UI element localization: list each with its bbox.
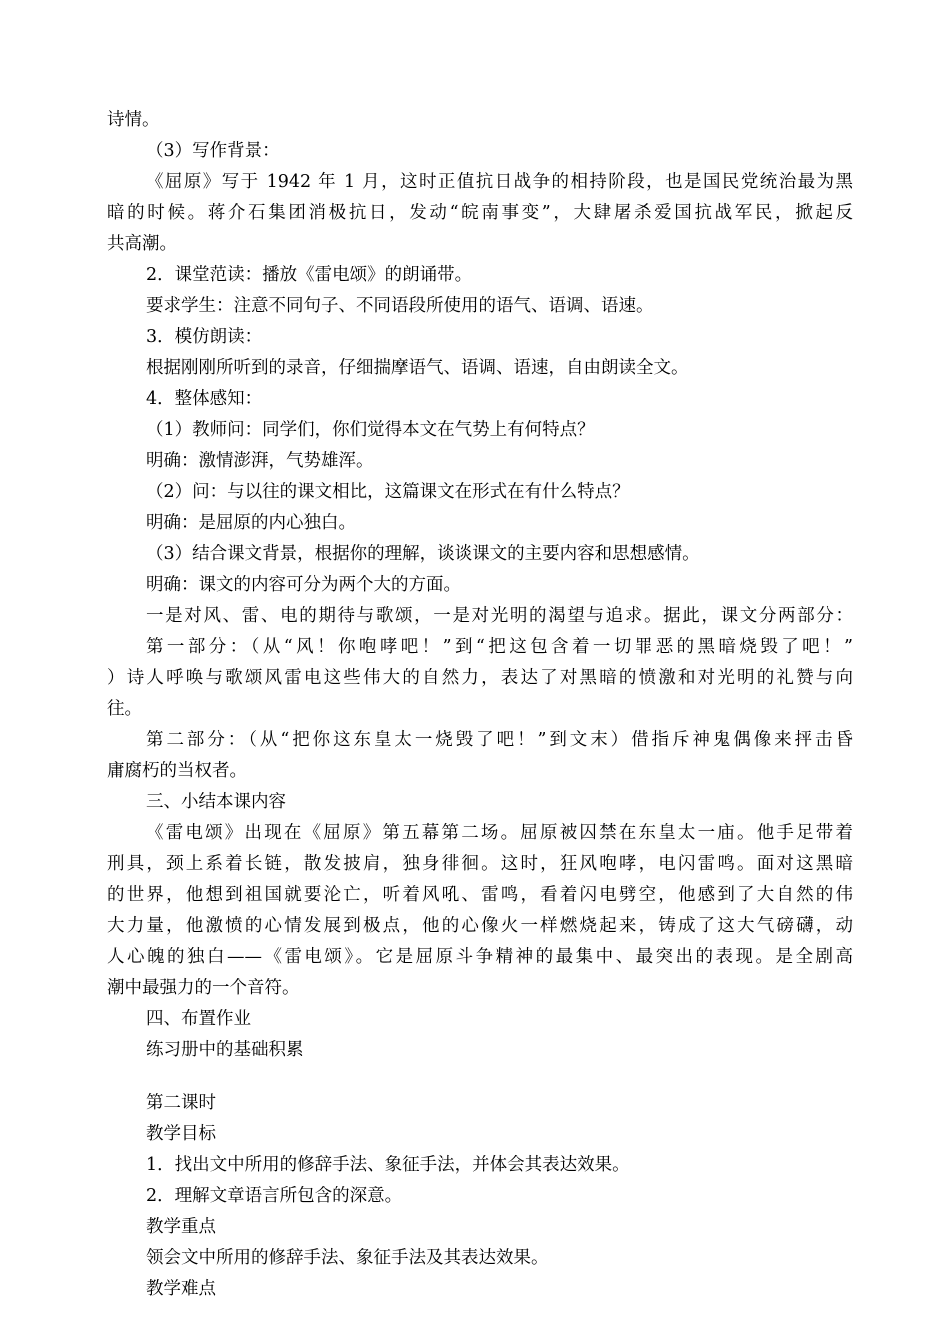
section-heading: 三、小结本课内容 (146, 792, 286, 812)
text-line: 要求学生：注意不同句子、不同语段所使用的语气、语调、语速。 (146, 296, 654, 316)
text-line: （3）结合课文背景，根据你的理解，谈谈课文的主要内容和思想感情。 (146, 544, 700, 564)
text-line: 2．理解文章语言所包含的深意。 (146, 1186, 403, 1206)
text-line: 3．模仿朗读： (146, 327, 263, 347)
text-line: 暗的时候。蒋介石集团消极抗日，发动“皖南事变”，大肆屠杀爱国抗战军民，掀起反 (107, 203, 853, 223)
text-line: ）诗人呼唤与歌颂风雷电这些伟大的自然力，表达了对黑暗的愤激和对光明的礼赞与向 (107, 668, 853, 688)
text-line: 《屈原》写于 1942 年 1 月，这时正值抗日战争的相持阶段，也是国民党统治最为黑 (146, 172, 853, 192)
text-line: 第二部分：（从“把你这东皇太一烧毁了吧！”到文末）借指斥神鬼偶像来抨击昏 (146, 730, 853, 750)
text-line: 往。 (107, 699, 142, 719)
text-line: （2）问：与以往的课文相比，这篇课文在形式在有什么特点？ (146, 482, 630, 502)
text-line: 刑具，颈上系着长链，散发披肩，独身徘徊。这时，狂风咆哮，电闪雷鸣。面对这黑暗 (107, 854, 853, 874)
text-line: 共高潮。 (107, 234, 177, 254)
text-line: 根据刚刚所听到的录音，仔细揣摩语气、语调、语速，自由朗读全文。 (146, 358, 689, 378)
text-line: 庸腐朽的当权者。 (107, 761, 247, 781)
text-line: 教学重点 (146, 1217, 216, 1237)
text-line: 教学难点 (146, 1279, 216, 1299)
text-line: 的世界，他想到祖国就要沦亡，听着风吼、雷鸣，看着闪电劈空，他感到了大自然的伟 (107, 885, 853, 905)
text-line: 练习册中的基础积累 (146, 1040, 304, 1060)
section-heading: 四、布置作业 (146, 1009, 251, 1029)
text-line: 领会文中所用的修辞手法、象征手法及其表达效果。 (146, 1248, 549, 1268)
text-line: 1．找出文中所用的修辞手法、象征手法，并体会其表达效果。 (146, 1155, 630, 1175)
lesson-heading: 第二课时 (146, 1093, 216, 1113)
text-line: 《雷电颂》出现在《屈原》第五幕第二场。屈原被囚禁在东皇太一庙。他手足带着 (146, 823, 853, 843)
text-line: （1）教师问：同学们，你们觉得本文在气势上有何特点？ (146, 420, 595, 440)
text-line: 4．整体感知： (146, 389, 263, 409)
text-line: 明确：是屈原的内心独白。 (146, 513, 356, 533)
text-line: 明确：课文的内容可分为两个大的方面。 (146, 575, 461, 595)
text-line: 一是对风、雷、电的期待与歌颂，一是对光明的渴望与追求。据此，课文分两部分： (146, 606, 853, 626)
text-line: 教学目标 (146, 1124, 216, 1144)
text-line: 第一部分：（从“风！你咆哮吧！”到“把这包含着一切罪恶的黑暗烧毁了吧！” (146, 637, 853, 657)
text-line: 诗情。 (107, 110, 160, 130)
text-line: 潮中最强力的一个音符。 (107, 978, 300, 998)
text-line: 明确：激情澎湃，气势雄浑。 (146, 451, 374, 471)
text-line: 2．课堂范读：播放《雷电颂》的朗诵带。 (146, 265, 473, 285)
text-line: 人心魄的独白——《雷电颂》。它是屈原斗争精神的最集中、最突出的表现。是全剧高 (107, 947, 853, 967)
text-line: 大力量，他激愤的心情发展到极点，他的心像火一样燃烧起来，铸成了这大气磅礴，动 (107, 916, 853, 936)
text-line: （3）写作背景： (146, 141, 280, 161)
